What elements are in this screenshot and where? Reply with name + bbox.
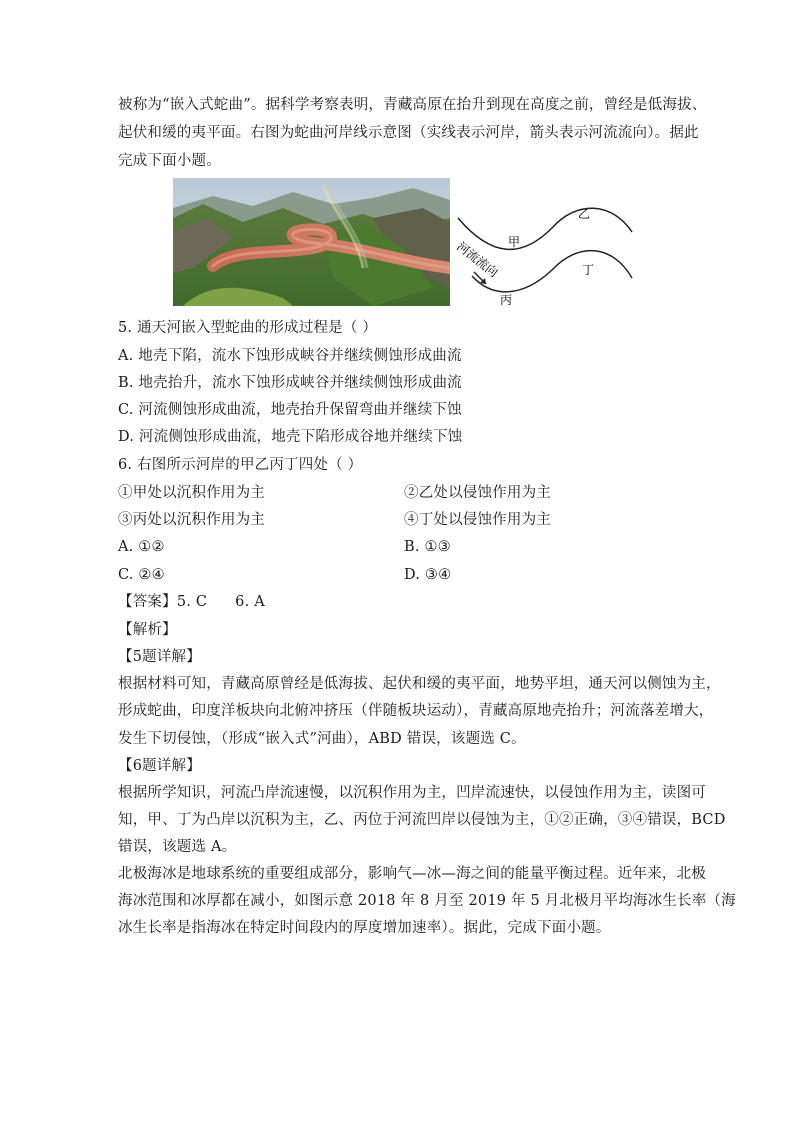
q5-option-b: B. 地壳抬升，流水下蚀形成峡谷并继续侧蚀形成曲流: [118, 375, 462, 391]
q5-detail-line-2: 形成蛇曲，印度洋板块向北俯冲挤压（伴随板块运动），青藏高原地壳抬升；河流落差增大，: [118, 703, 714, 719]
q5-stem: 5. 通天河嵌入型蛇曲的形成过程是（ ）: [118, 320, 378, 336]
q6-option-b: B. ①③: [404, 539, 451, 555]
q5-detail-label: 【5题详解】: [118, 649, 201, 665]
next-intro-line-1: 北极海冰是地球系统的重要组成部分，影响气—冰—海之间的能量平衡过程。近年来，北极: [118, 866, 706, 882]
q5-detail-line-3: 发生下切侵蚀，（形成“嵌入式”河曲），ABD 错误，该题选 C。: [118, 731, 526, 747]
q6-detail-label: 【6题详解】: [118, 758, 201, 774]
label-ding: 丁: [582, 263, 595, 277]
q6-statement-2: ②乙处以侵蚀作用为主: [404, 485, 551, 501]
answer-q5: 5. C: [176, 594, 208, 610]
q6-detail-line-3: 错误，该题选 A。: [118, 839, 237, 855]
answer-line: [118, 592, 265, 612]
flow-direction-label: 河流流向: [454, 239, 501, 280]
q6-stem: 6. 右图所示河岸的甲乙丙丁四处（ ）: [118, 457, 363, 473]
q6-detail-line-1: 根据所学知识，河流凸岸流速慢，以沉积作用为主，凹岸流速快，以侵蚀作用为主，读图可: [118, 785, 706, 801]
q5-option-a: A. 地壳下陷，流水下蚀形成峡谷并继续侧蚀形成曲流: [118, 348, 462, 364]
q6-statement-1: ①甲处以沉积作用为主: [118, 485, 265, 501]
q6-statement-3: ③丙处以沉积作用为主: [118, 512, 265, 528]
q5-option-d: D. 河流侧蚀形成曲流，地壳下陷形成谷地并继续下蚀: [118, 429, 463, 445]
q6-option-a: A. ①②: [118, 539, 165, 555]
q6-detail-line-2: 知，甲、丁为凸岸以沉积为主，乙、丙位于河流凹岸以侵蚀为主，①②正确，③④错误，BCD: [118, 812, 726, 828]
next-intro-line-3: 冰生长率是指海冰在特定时间段内的厚度增加速率）。据此，完成下面小题。: [118, 920, 611, 936]
q6-option-d: D. ③④: [404, 567, 452, 583]
label-jia: 甲: [508, 235, 521, 249]
answer-label: 【答案】: [118, 594, 177, 610]
q6-statement-4: ④丁处以侵蚀作用为主: [404, 512, 551, 528]
next-intro-line-2: 海冰范围和冰厚都在减小，如图示意 2018 年 8 月至 2019 年 5 月北极月平均海冰生长率（海: [118, 893, 736, 909]
q5-detail-line-1: 根据材料可知，青藏高原曾经是低海拔、起伏和缓的夷平面，地势平坦，通天河以侧蚀为主，: [118, 676, 721, 692]
river-meander-photo: [173, 178, 450, 306]
q5-option-c: C. 河流侧蚀形成曲流，地壳抬升保留弯曲并继续下蚀: [118, 402, 462, 418]
meander-bank-diagram: [452, 188, 638, 318]
intro-line-3: 完成下面小题。: [118, 153, 221, 169]
label-bing: 丙: [500, 293, 513, 307]
q6-option-c: C. ②④: [118, 567, 165, 583]
intro-line-2: 起伏和缓的夷平面。右图为蛇曲河岸线示意图（实线表示河岸，箭头表示河流流向）。据此: [118, 125, 699, 141]
label-yi: 乙: [578, 207, 591, 221]
intro-line-1: 被称为“嵌入式蛇曲”。据科学考察表明，青藏高原在抬升到现在高度之前，曾经是低海拔、: [118, 97, 707, 113]
answer-q6: 6. A: [235, 594, 265, 610]
upper-bank-line: [458, 208, 632, 249]
analysis-label: 【解析】: [118, 622, 177, 638]
